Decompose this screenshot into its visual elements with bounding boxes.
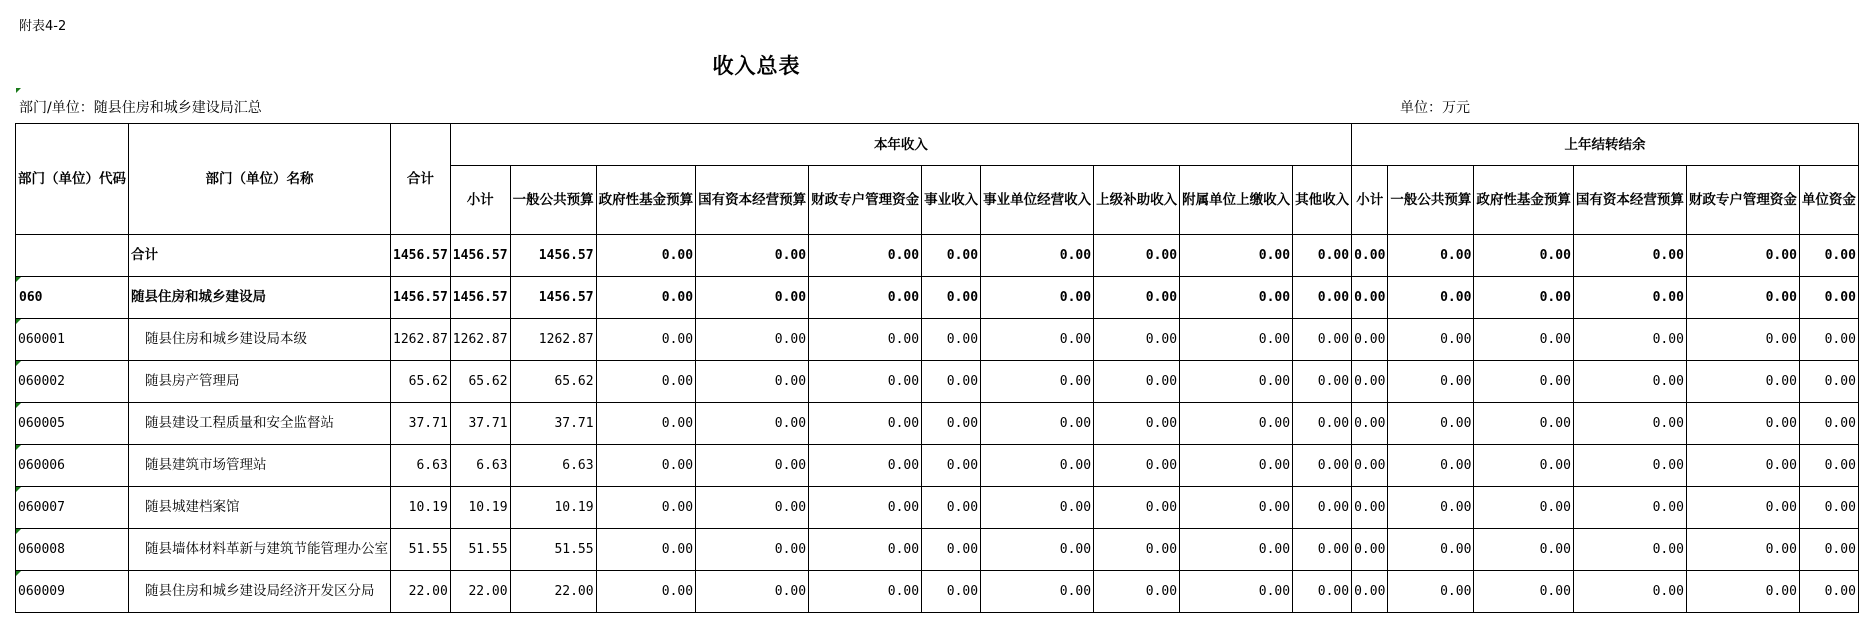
row-name — [129, 361, 391, 403]
row-value: 0.00 — [1474, 571, 1574, 613]
row-value: 0.00 — [596, 487, 696, 529]
header-py-gov-fund: 政府性基金预算 — [1474, 166, 1574, 235]
row-value: 0.00 — [981, 361, 1094, 403]
header-cy-business-income: 事业收入 — [922, 166, 981, 235]
row-value: 10.19 — [450, 487, 510, 529]
row-value: 0.00 — [1094, 403, 1180, 445]
row-value: 0.00 — [1388, 529, 1474, 571]
row-value: 0.00 — [1474, 487, 1574, 529]
row-value: 0.00 — [1352, 235, 1388, 277]
row-value: 0.00 — [696, 361, 809, 403]
header-prior-year-group: 上年结转结余 — [1352, 124, 1859, 166]
row-name — [129, 571, 391, 613]
row-value: 51.55 — [450, 529, 510, 571]
row-value: 0.00 — [1180, 319, 1293, 361]
row-value: 0.00 — [1799, 529, 1858, 571]
row-value: 0.00 — [1573, 277, 1686, 319]
row-value: 0.00 — [1799, 487, 1858, 529]
row-value: 0.00 — [809, 571, 922, 613]
header-name: 部门（单位）名称 — [129, 124, 391, 235]
row-value: 0.00 — [696, 445, 809, 487]
page-title: 收入总表 — [712, 54, 801, 78]
row-code-text: 060007 — [18, 500, 65, 515]
row-value: 0.00 — [1799, 403, 1858, 445]
row-total: 37.71 — [391, 403, 451, 445]
row-code — [16, 277, 129, 319]
row-name — [129, 277, 391, 319]
header-cy-superior-subsidy: 上级补助收入 — [1094, 166, 1180, 235]
row-code — [16, 571, 129, 613]
row-value: 1456.57 — [510, 277, 596, 319]
row-code-text: 060006 — [18, 458, 65, 473]
row-value: 0.00 — [809, 319, 922, 361]
row-value: 0.00 — [1686, 571, 1799, 613]
row-name-text: 随县墙体材料革新与建筑节能管理办公室 — [145, 541, 388, 557]
row-value: 0.00 — [981, 403, 1094, 445]
table-row — [16, 277, 1859, 319]
row-value: 0.00 — [1352, 487, 1388, 529]
header-current-year-group: 本年收入 — [450, 124, 1351, 166]
cell-marker-icon — [16, 319, 21, 324]
row-value: 0.00 — [922, 445, 981, 487]
row-value: 1456.57 — [510, 235, 596, 277]
header-cy-other: 其他收入 — [1293, 166, 1352, 235]
row-code-text: 060009 — [18, 584, 65, 599]
row-value: 0.00 — [696, 529, 809, 571]
cell-marker-icon — [16, 487, 21, 492]
header-cy-affiliated-remit: 附属单位上缴收入 — [1180, 166, 1293, 235]
table-row — [16, 571, 1859, 613]
row-name-text: 随县建筑市场管理站 — [145, 457, 267, 473]
row-value: 37.71 — [450, 403, 510, 445]
row-name-text: 随县住房和城乡建设局本级 — [145, 331, 307, 347]
row-value: 0.00 — [922, 361, 981, 403]
row-value: 0.00 — [1573, 235, 1686, 277]
row-name-text: 随县房产管理局 — [145, 373, 240, 389]
row-value: 0.00 — [1293, 445, 1352, 487]
row-value: 0.00 — [1573, 529, 1686, 571]
row-value: 0.00 — [1474, 361, 1574, 403]
row-value: 0.00 — [696, 235, 809, 277]
row-name — [129, 445, 391, 487]
row-code — [16, 487, 129, 529]
row-value: 0.00 — [1686, 403, 1799, 445]
header-py-state-capital: 国有资本经营预算 — [1573, 166, 1686, 235]
row-value: 0.00 — [1686, 445, 1799, 487]
row-value: 0.00 — [809, 487, 922, 529]
row-value: 1262.87 — [450, 319, 510, 361]
header-cy-subtotal: 小计 — [450, 166, 510, 235]
row-value: 0.00 — [696, 571, 809, 613]
row-value: 0.00 — [1799, 277, 1858, 319]
row-value: 0.00 — [1686, 529, 1799, 571]
row-total: 65.62 — [391, 361, 451, 403]
row-total: 6.63 — [391, 445, 451, 487]
row-value: 0.00 — [596, 361, 696, 403]
cell-marker-icon — [16, 571, 21, 576]
row-value: 0.00 — [1094, 361, 1180, 403]
row-value: 0.00 — [596, 571, 696, 613]
row-value: 1456.57 — [450, 277, 510, 319]
header-py-general: 一般公共预算 — [1388, 166, 1474, 235]
row-value: 0.00 — [809, 445, 922, 487]
row-value: 0.00 — [1352, 445, 1388, 487]
row-total: 1262.87 — [391, 319, 451, 361]
department-label: 部门/单位：随县住房和城乡建设局汇总 — [19, 100, 262, 116]
row-value: 1262.87 — [510, 319, 596, 361]
row-code-text: 060002 — [18, 374, 65, 389]
row-value: 0.00 — [981, 529, 1094, 571]
row-value: 0.00 — [1293, 403, 1352, 445]
header-py-special-account: 财政专户管理资金 — [1686, 166, 1799, 235]
row-value: 0.00 — [922, 403, 981, 445]
row-name-text: 合计 — [131, 247, 158, 263]
row-value: 0.00 — [1352, 529, 1388, 571]
row-value: 22.00 — [510, 571, 596, 613]
row-code — [16, 361, 129, 403]
table-row — [16, 529, 1859, 571]
cell-marker-icon — [16, 529, 21, 534]
row-total: 10.19 — [391, 487, 451, 529]
row-value: 0.00 — [1686, 487, 1799, 529]
row-value: 0.00 — [596, 403, 696, 445]
table-row — [16, 235, 1859, 277]
header-cy-state-capital: 国有资本经营预算 — [696, 166, 809, 235]
table-row — [16, 445, 1859, 487]
row-value: 10.19 — [510, 487, 596, 529]
row-value: 0.00 — [1474, 235, 1574, 277]
row-value: 0.00 — [981, 277, 1094, 319]
row-value: 0.00 — [1352, 361, 1388, 403]
row-value: 0.00 — [922, 487, 981, 529]
cell-marker-icon — [16, 403, 21, 408]
row-value: 0.00 — [1474, 403, 1574, 445]
row-total: 1456.57 — [391, 277, 451, 319]
row-name-text: 随县城建档案馆 — [145, 499, 240, 515]
row-code — [16, 319, 129, 361]
row-value: 0.00 — [1388, 445, 1474, 487]
table-row — [16, 487, 1859, 529]
row-code-text: 060005 — [18, 416, 65, 431]
row-value: 0.00 — [1573, 361, 1686, 403]
row-value: 0.00 — [1094, 235, 1180, 277]
row-name-text: 随县建设工程质量和安全监督站 — [145, 415, 334, 431]
row-value: 0.00 — [1388, 235, 1474, 277]
header-py-unit-funds: 单位资金 — [1799, 166, 1858, 235]
row-value: 1456.57 — [450, 235, 510, 277]
attachment-label: 附表4-2 — [19, 19, 67, 34]
row-value: 0.00 — [1293, 319, 1352, 361]
row-value: 0.00 — [1573, 445, 1686, 487]
row-value: 0.00 — [1573, 571, 1686, 613]
header-cy-gov-fund: 政府性基金预算 — [596, 166, 696, 235]
row-value: 0.00 — [1352, 403, 1388, 445]
row-name — [129, 529, 391, 571]
row-name-text: 随县住房和城乡建设局经济开发区分局 — [145, 583, 375, 599]
cell-marker-icon — [16, 361, 21, 366]
row-value: 0.00 — [1686, 235, 1799, 277]
row-value: 0.00 — [596, 235, 696, 277]
row-value: 0.00 — [1094, 277, 1180, 319]
row-value: 51.55 — [510, 529, 596, 571]
cell-marker-icon — [16, 445, 21, 450]
row-value: 0.00 — [1180, 445, 1293, 487]
row-name-text: 随县住房和城乡建设局 — [131, 289, 266, 305]
row-value: 0.00 — [809, 235, 922, 277]
row-value: 0.00 — [981, 571, 1094, 613]
row-name — [129, 487, 391, 529]
row-value: 0.00 — [809, 277, 922, 319]
row-value: 0.00 — [596, 319, 696, 361]
header-code: 部门（单位）代码 — [16, 124, 129, 235]
row-value: 0.00 — [1388, 361, 1474, 403]
row-value: 0.00 — [1293, 571, 1352, 613]
row-value: 0.00 — [1094, 445, 1180, 487]
row-value: 0.00 — [1094, 319, 1180, 361]
row-value: 0.00 — [981, 487, 1094, 529]
row-code-text: 060001 — [18, 332, 65, 347]
row-value: 0.00 — [596, 529, 696, 571]
row-value: 0.00 — [696, 277, 809, 319]
row-name — [129, 403, 391, 445]
header-cy-general: 一般公共预算 — [510, 166, 596, 235]
row-value: 0.00 — [1293, 235, 1352, 277]
row-value: 0.00 — [809, 361, 922, 403]
table-body — [16, 235, 1859, 613]
row-value: 0.00 — [922, 529, 981, 571]
row-value: 0.00 — [1686, 277, 1799, 319]
row-value: 0.00 — [809, 403, 922, 445]
row-value: 0.00 — [1180, 529, 1293, 571]
row-value: 0.00 — [1293, 487, 1352, 529]
row-value: 0.00 — [1474, 277, 1574, 319]
row-value: 0.00 — [1799, 319, 1858, 361]
row-value: 0.00 — [1293, 277, 1352, 319]
row-code — [16, 403, 129, 445]
row-value: 0.00 — [1388, 403, 1474, 445]
row-value: 0.00 — [922, 319, 981, 361]
row-value: 6.63 — [450, 445, 510, 487]
row-value: 0.00 — [1180, 235, 1293, 277]
unit-label: 单位：万元 — [1400, 100, 1470, 116]
row-value: 0.00 — [1573, 319, 1686, 361]
row-value: 0.00 — [696, 403, 809, 445]
row-code-text: 060 — [19, 290, 43, 305]
row-value: 0.00 — [1799, 445, 1858, 487]
row-value: 0.00 — [922, 235, 981, 277]
row-value: 0.00 — [1388, 487, 1474, 529]
row-value: 0.00 — [1293, 361, 1352, 403]
row-value: 0.00 — [1180, 361, 1293, 403]
row-value: 0.00 — [1573, 403, 1686, 445]
row-value: 0.00 — [1799, 235, 1858, 277]
row-value: 0.00 — [1180, 487, 1293, 529]
row-value: 0.00 — [1180, 403, 1293, 445]
row-value: 65.62 — [450, 361, 510, 403]
row-code — [16, 529, 129, 571]
row-code — [16, 235, 129, 277]
row-value: 0.00 — [1094, 487, 1180, 529]
row-value: 0.00 — [596, 445, 696, 487]
header-cy-unit-operating: 事业单位经营收入 — [981, 166, 1094, 235]
header-total: 合计 — [391, 124, 451, 235]
row-value: 65.62 — [510, 361, 596, 403]
row-value: 0.00 — [1388, 277, 1474, 319]
table-row — [16, 403, 1859, 445]
row-value: 0.00 — [981, 445, 1094, 487]
row-value: 0.00 — [1388, 319, 1474, 361]
row-value: 0.00 — [1094, 529, 1180, 571]
row-value: 0.00 — [696, 319, 809, 361]
row-value: 0.00 — [1352, 277, 1388, 319]
row-code-text: 060008 — [18, 542, 65, 557]
table-row — [16, 319, 1859, 361]
row-value: 0.00 — [922, 277, 981, 319]
row-value: 22.00 — [450, 571, 510, 613]
row-value: 0.00 — [1799, 361, 1858, 403]
row-total: 51.55 — [391, 529, 451, 571]
row-code — [16, 445, 129, 487]
row-value: 37.71 — [510, 403, 596, 445]
row-value: 0.00 — [1180, 277, 1293, 319]
row-value: 0.00 — [696, 487, 809, 529]
row-value: 0.00 — [1388, 571, 1474, 613]
header-py-subtotal: 小计 — [1352, 166, 1388, 235]
row-value: 0.00 — [1799, 571, 1858, 613]
row-value: 0.00 — [1474, 319, 1574, 361]
row-name — [129, 235, 391, 277]
row-value: 0.00 — [596, 277, 696, 319]
row-value: 0.00 — [1474, 445, 1574, 487]
table-row — [16, 361, 1859, 403]
row-value: 0.00 — [1573, 487, 1686, 529]
header-cy-special-account: 财政专户管理资金 — [809, 166, 922, 235]
row-value: 0.00 — [1686, 319, 1799, 361]
row-value: 6.63 — [510, 445, 596, 487]
row-value: 0.00 — [981, 235, 1094, 277]
row-name — [129, 319, 391, 361]
row-value: 0.00 — [1686, 361, 1799, 403]
cell-marker-icon — [16, 88, 21, 93]
row-value: 0.00 — [1352, 571, 1388, 613]
cell-marker-icon — [16, 277, 21, 282]
row-value: 0.00 — [1180, 571, 1293, 613]
income-summary-table — [15, 123, 1859, 613]
row-value: 0.00 — [922, 571, 981, 613]
row-total: 22.00 — [391, 571, 451, 613]
row-value: 0.00 — [809, 529, 922, 571]
row-value: 0.00 — [1094, 571, 1180, 613]
row-value: 0.00 — [981, 319, 1094, 361]
row-value: 0.00 — [1352, 319, 1388, 361]
row-value: 0.00 — [1293, 529, 1352, 571]
row-total: 1456.57 — [391, 235, 451, 277]
row-value: 0.00 — [1474, 529, 1574, 571]
